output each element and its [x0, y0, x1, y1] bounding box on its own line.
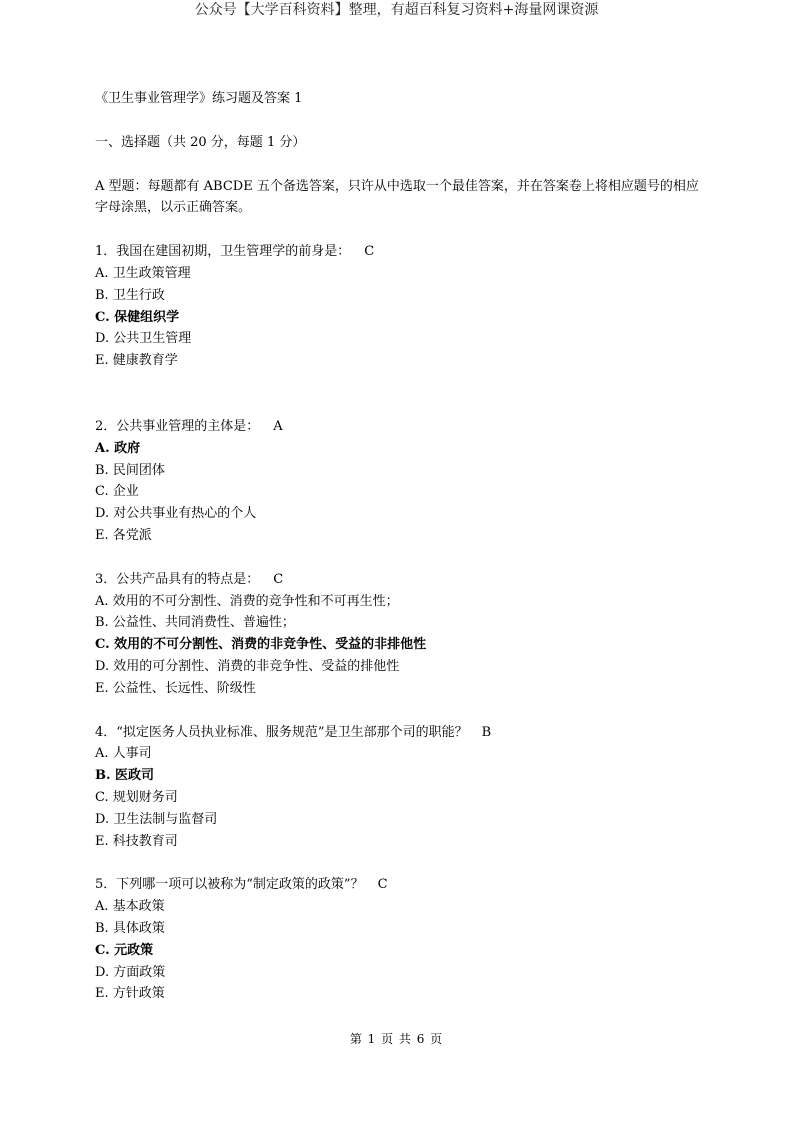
question-text: 2．公共事业管理的主体是： — [95, 418, 260, 434]
answer-key: C — [364, 244, 375, 260]
question-stem — [95, 416, 705, 438]
question-5 — [95, 874, 705, 1005]
option-b: B. 具体政策 — [95, 920, 165, 936]
option-c-correct: C. 元政策 — [95, 942, 154, 958]
question-stem — [95, 569, 705, 591]
option-a: A. 效用的不可分割性、消费的竞争性和不可再生性； — [95, 593, 399, 609]
option-d: D. 对公共事业有热心的个人 — [95, 506, 257, 522]
question-2 — [95, 416, 705, 547]
section-heading: 一、选择题（共 20 分，每题 1 分） — [95, 134, 306, 150]
option-d: D. 卫生法制与监督司 — [95, 811, 218, 827]
question-3 — [95, 569, 705, 700]
page-header-banner: 公众号【大学百科资料】整理，有超百科复习资料+海量网课资源 — [194, 2, 599, 18]
question-4 — [95, 722, 705, 853]
answer-key: A — [273, 418, 283, 434]
instructions-paragraph: A 型题：每题都有 ABCDE 五个备选答案，只许从中选取一个最佳答案，并在答案卷上将相应题号的相应字母涂黑，以示正确答案。 — [95, 178, 699, 216]
option-b: B. 公益性、共同消费性、普遍性； — [95, 615, 295, 631]
option-e: E. 科技教育司 — [95, 833, 178, 849]
question-text: 3．公共产品具有的特点是： — [95, 571, 260, 587]
option-e: E. 方针政策 — [95, 986, 165, 1002]
question-text: 4．“拟定医务人员执业标准、服务规范”是卫生部那个司的职能？ — [95, 724, 468, 740]
answer-key: B — [481, 724, 492, 740]
question-stem — [95, 241, 705, 263]
option-e: E. 各党派 — [95, 527, 152, 543]
option-c: C. 规划财务司 — [95, 789, 178, 805]
option-e: E. 公益性、长远性、阶级性 — [95, 680, 256, 696]
answer-key: C — [377, 877, 388, 893]
option-c-correct: C. 效用的不可分割性、消费的非竞争性、受益的非排他性 — [95, 637, 427, 653]
option-b-correct: B. 医政司 — [95, 768, 155, 784]
question-1 — [95, 241, 705, 372]
option-c: C. 企业 — [95, 484, 139, 500]
question-text: 1．我国在建国初期，卫生管理学的前身是： — [95, 244, 351, 260]
option-d: D. 方面政策 — [95, 964, 166, 980]
option-a: A. 人事司 — [95, 746, 152, 762]
option-d: D. 公共卫生管理 — [95, 331, 192, 347]
option-b: B. 卫生行政 — [95, 287, 165, 303]
question-text: 5．下列哪一项可以被称为“制定政策的政策”？ — [95, 877, 364, 893]
page-footer-number: 第 1 页 共 6 页 — [349, 1032, 444, 1046]
document-title: 《卫生事业管理学》练习题及答案 1 — [95, 91, 303, 106]
question-stem — [95, 874, 705, 896]
option-a-correct: A. 政府 — [95, 440, 141, 456]
option-e: E. 健康教育学 — [95, 353, 178, 369]
question-stem — [95, 722, 705, 744]
document-body — [95, 88, 705, 1005]
answer-key: C — [273, 571, 284, 587]
option-c-correct: C. 保健组织学 — [95, 309, 180, 325]
option-a: A. 基本政策 — [95, 899, 165, 915]
option-a: A. 卫生政策管理 — [95, 265, 191, 281]
option-d: D. 效用的可分割性、消费的非竞争性、受益的排他性 — [95, 658, 400, 674]
option-b: B. 民间团体 — [95, 462, 165, 478]
